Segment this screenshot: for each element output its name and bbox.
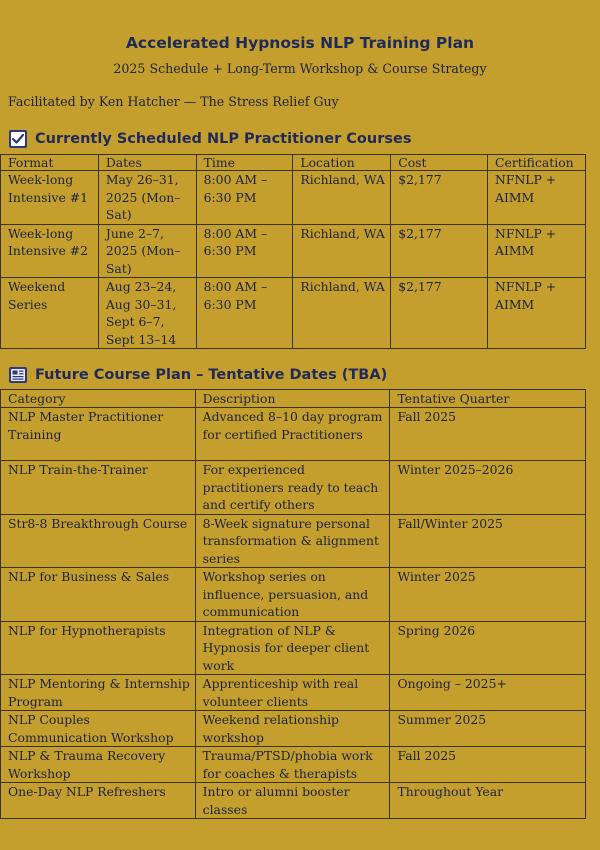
description-cell: Trauma/PTSD/phobia work for coaches & therapists <box>195 747 390 783</box>
format-cell: Week-long Intensive #1 <box>1 171 99 225</box>
time-cell: 8:00 AM – 6:30 PM <box>196 278 293 349</box>
description-cell: Advanced 8–10 day program for certified Practitioners <box>195 408 390 461</box>
column-header: Time <box>196 155 293 171</box>
description-cell: For experienced practitioners ready to teach and certify others <box>195 461 390 515</box>
table-row <box>1 568 586 622</box>
time-cell: 8:00 AM – 6:30 PM <box>196 171 293 225</box>
table-row <box>1 224 586 278</box>
category-cell: Str8-8 Breakthrough Course <box>1 514 196 568</box>
description-cell: Weekend relationship workshop <box>195 711 390 747</box>
column-header: Location <box>293 155 391 171</box>
document-title: Accelerated Hypnosis NLP Training Plan <box>125 34 475 52</box>
scheduled-courses-table <box>0 154 586 349</box>
future-courses-heading <box>8 365 387 385</box>
location-cell: Richland, WA <box>293 171 391 225</box>
checkbox-icon <box>8 129 28 149</box>
table-header-row <box>1 155 586 171</box>
future-courses-heading-text: Future Course Plan – Tentative Dates (TBA) <box>35 367 388 383</box>
dates-cell: Aug 23–24, Aug 30–31, Sept 6–7, Sept 13–14 <box>98 278 196 349</box>
category-cell: NLP Mentoring & Internship Program <box>1 675 196 711</box>
cost-cell: $2,177 <box>391 278 488 349</box>
location-cell: Richland, WA <box>293 224 391 278</box>
column-header: Dates <box>98 155 196 171</box>
table-row <box>1 278 586 349</box>
category-cell: NLP for Business & Sales <box>1 568 196 622</box>
description-cell: Workshop series on influence, persuasion, and communication <box>195 568 390 622</box>
dates-cell: May 26–31, 2025 (Mon–Sat) <box>98 171 196 225</box>
category-cell: NLP Train-the-Trainer <box>1 461 196 515</box>
description-cell: Integration of NLP & Hypnosis for deeper client work <box>195 621 390 675</box>
table-row <box>1 675 586 711</box>
document-subtitle: 2025 Schedule + Long-Term Workshop & Course Strategy <box>113 61 487 76</box>
quarter-cell: Spring 2026 <box>390 621 586 675</box>
table-row <box>1 747 586 783</box>
quarter-cell: Throughout Year <box>390 783 586 819</box>
table-row <box>1 408 586 461</box>
category-cell: NLP for Hypnotherapists <box>1 621 196 675</box>
table-row <box>1 514 586 568</box>
future-courses-table <box>0 389 586 819</box>
certification-cell: NFNLP + AIMM <box>488 278 586 349</box>
time-cell: 8:00 AM – 6:30 PM <box>196 224 293 278</box>
cost-cell: $2,177 <box>391 224 488 278</box>
format-cell: Weekend Series <box>1 278 99 349</box>
quarter-cell: Winter 2025–2026 <box>390 461 586 515</box>
location-cell: Richland, WA <box>293 278 391 349</box>
table-row <box>1 171 586 225</box>
facilitator-line: Facilitated by Ken Hatcher — The Stress Relief Guy <box>8 94 339 109</box>
table-row <box>1 783 586 819</box>
certification-cell: NFNLP + AIMM <box>488 171 586 225</box>
description-cell: 8-Week signature personal transformation & alignment series <box>195 514 390 568</box>
description-cell: Apprenticeship with real volunteer clients <box>195 675 390 711</box>
scheduled-courses-heading <box>8 129 411 149</box>
table-header-row <box>1 390 586 408</box>
quarter-cell: Fall 2025 <box>390 747 586 783</box>
quarter-cell: Fall/Winter 2025 <box>390 514 586 568</box>
cost-cell: $2,177 <box>391 171 488 225</box>
category-cell: NLP Couples Communication Workshop <box>1 711 196 747</box>
quarter-cell: Fall 2025 <box>390 408 586 461</box>
format-cell: Week-long Intensive #2 <box>1 224 99 278</box>
category-cell: NLP & Trauma Recovery Workshop <box>1 747 196 783</box>
column-header: Cost <box>391 155 488 171</box>
quarter-cell: Winter 2025 <box>390 568 586 622</box>
dates-cell: June 2–7, 2025 (Mon–Sat) <box>98 224 196 278</box>
table-row <box>1 621 586 675</box>
column-header: Tentative Quarter <box>390 390 586 408</box>
certification-cell: NFNLP + AIMM <box>488 224 586 278</box>
scheduled-courses-heading-text: Currently Scheduled NLP Practitioner Courses <box>35 131 412 147</box>
column-header: Description <box>195 390 390 408</box>
description-cell: Intro or alumni booster classes <box>195 783 390 819</box>
table-row <box>1 461 586 515</box>
category-cell: NLP Master Practitioner Training <box>1 408 196 461</box>
column-header: Certification <box>488 155 586 171</box>
quarter-cell: Summer 2025 <box>390 711 586 747</box>
column-header: Category <box>1 390 196 408</box>
table-row <box>1 711 586 747</box>
quarter-cell: Ongoing – 2025+ <box>390 675 586 711</box>
category-cell: One-Day NLP Refreshers <box>1 783 196 819</box>
newspaper-icon <box>8 365 28 385</box>
column-header: Format <box>1 155 99 171</box>
